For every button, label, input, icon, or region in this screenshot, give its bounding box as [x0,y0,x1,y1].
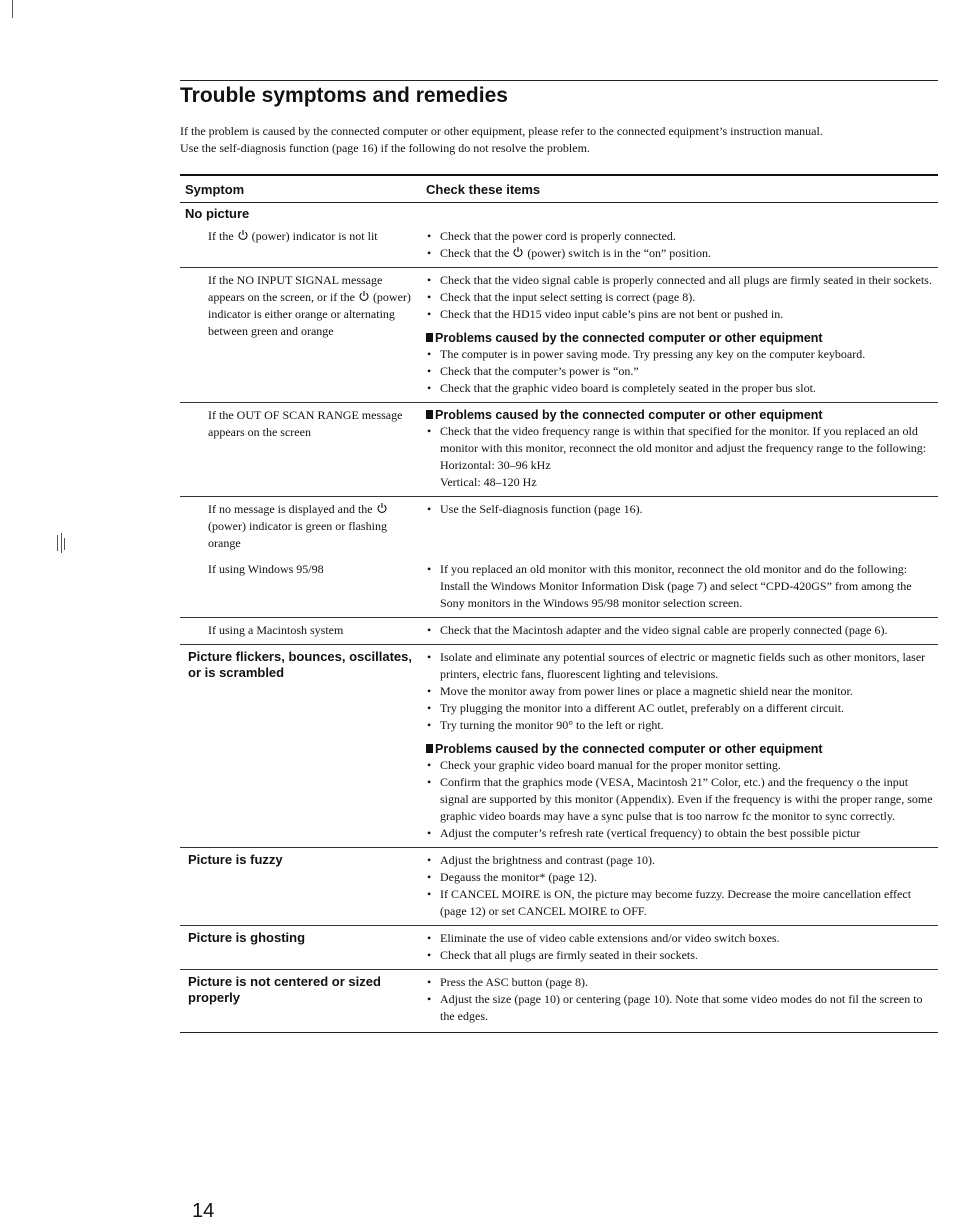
check-item: • If CANCEL MOIRE is ON, the picture may become fuzzy. Decrease the moire cancellation effect (page 12) or set CANCEL MOIRE to OFF. [426,886,938,920]
check-item: • Check that the video frequency range is within that specified for the monitor. If you replaced an old monitor with this monitor, reconnect the old monitor and adjust the frequency range to the following: [426,423,938,457]
table-row [180,403,938,497]
square-bullet-icon [426,410,433,419]
check-item-text: (power) switch is in the “on” position. [527,246,711,260]
check-cell [426,501,938,552]
table-header [180,176,938,203]
check-item: • If you replaced an old monitor with this monitor, reconnect the old monitor and do the following: Install the Windows Monitor Information Disk (page 7) and select “CPD-420GS” from among the Sony monitors in the Windows 95/98 monitor selection screen. [426,561,938,612]
check-item: • Check that the Macintosh adapter and the video signal cable are properly connected (page 6). [426,622,938,639]
group-title-no-picture: No picture [185,206,250,221]
check-item: • Isolate and eliminate any potential sources of electric or magnetic fields such as other monitors, laser printers, electric fans, fluorescent lighting and televisions. [426,649,938,683]
power-icon [358,290,370,302]
symptom-text: If the NO INPUT SIGNAL message appears on the screen, or if the [208,273,383,304]
margin-mark-left [61,533,62,553]
check-item: • Check that the HD15 video input cable’s pins are not bent or pushed in. [426,306,938,323]
subheading [426,330,938,346]
subheading-text: Problems caused by the connected computer or other equipment [435,742,823,756]
table-row [180,848,938,926]
table-row [180,268,938,403]
check-item: • Check that the power cord is properly connected. [426,228,938,245]
symptom-cell [180,272,426,397]
margin-mark-left [57,535,58,551]
check-cell [426,930,938,964]
intro-line: If the problem is caused by the connected computer or other equipment, please refer to the connected equipment’s instruction manual. [180,124,823,138]
check-item: • Try turning the monitor 90° to the left or right. [426,717,938,734]
check-item: • Check your graphic video board manual for the proper monitor setting. [426,757,938,774]
symptom-cell: If the OUT OF SCAN RANGE message appears on the screen [208,408,403,439]
check-item: • Eliminate the use of video cable extensions and/or video switch boxes. [426,930,938,947]
table-row [180,926,938,970]
check-item: • Use the Self-diagnosis function (page 16). [426,501,938,518]
header-check: Check these items [426,181,541,197]
symptom-text: If no message is displayed and the [208,502,373,516]
table-row [180,497,938,557]
power-icon [512,246,524,258]
top-rule [180,80,938,81]
page-title: Trouble symptoms and remedies [180,84,508,107]
check-item: • Check that the computer’s power is “on.” [426,363,938,380]
symptom-cell: Picture is fuzzy [188,852,283,867]
check-item: • Adjust the size (page 10) or centering (page 10). Note that some video modes do not fil the screen to the edges. [426,991,938,1025]
check-cell [426,649,938,842]
margin-mark-top [12,0,13,18]
margin-mark-left [64,538,65,550]
check-item: • Check that the graphic video board is completely seated in the proper bus slot. [426,380,938,397]
symptom-cell: If using Windows 95/98 [208,562,324,576]
check-cell [426,407,938,491]
check-cell [426,272,938,397]
troubleshooting-table [180,174,938,1033]
intro-line: Use the self-diagnosis function (page 16) if the following do not resolve the problem. [180,141,590,155]
table-row [180,645,938,848]
check-item: • Move the monitor away from power lines or place a magnetic shield near the monitor. [426,683,938,700]
check-item: • Check that the video signal cable is properly connected and all plugs are firmly seated in their sockets. [426,272,938,289]
check-item: • Check that all plugs are firmly seated in their sockets. [426,947,938,964]
symptom-cell [180,228,426,262]
check-cell [426,974,938,1025]
frequency-vertical: Vertical: 48–120 Hz [440,475,537,489]
check-item: • Adjust the brightness and contrast (page 10). [426,852,938,869]
check-cell [426,852,938,920]
table-row [180,224,938,268]
table-end-rule [180,1032,938,1033]
symptom-cell: Picture is ghosting [188,930,306,945]
symptom-cell: Picture flickers, bounces, oscillates, or is scrambled [188,649,412,680]
subheading [426,407,938,423]
symptom-text: (power) indicator is green or flashing orange [208,519,387,550]
check-item: • Check that the input select setting is correct (page 8). [426,289,938,306]
frequency-horizontal: Horizontal: 30–96 kHz [440,458,551,472]
check-item: • Press the ASC button (page 8). [426,974,938,991]
intro [180,123,938,157]
check-cell [426,561,938,612]
symptom-cell [180,501,426,552]
subheading-text: Problems caused by the connected computer or other equipment [435,408,823,422]
subheading-text: Problems caused by the connected computer or other equipment [435,331,823,345]
square-bullet-icon [426,744,433,753]
symptom-cell: If using a Macintosh system [208,623,344,637]
check-cell [426,228,938,262]
page-number: 14 [192,1200,215,1222]
check-item: • Confirm that the graphics mode (VESA, Macintosh 21” Color, etc.) and the frequency o the input signal are supported by this monitor (Appendix). Even if the frequency is withi the proper range, some graphic video boards may have a sync pulse that is too narrow fc the monitor to sync correctly. [426,774,938,825]
header-symptom: Symptom [185,181,245,197]
table-row [180,970,938,1030]
check-item: • Degauss the monitor* (page 12). [426,869,938,886]
symptom-text: (power) indicator is not lit [251,229,378,243]
table-row [180,618,938,645]
square-bullet-icon [426,333,433,342]
check-item-text: Check that the [440,246,510,260]
table-row [180,557,938,618]
check-item: • Adjust the computer’s refresh rate (vertical frequency) to obtain the best possible pictur [426,825,938,842]
check-item [426,245,938,262]
power-icon [237,229,249,241]
power-icon [376,502,388,514]
check-item: • Try plugging the monitor into a different AC outlet, preferably on a different circuit. [426,700,938,717]
symptom-text: If the [208,229,234,243]
symptom-text: (power) indicator is either orange or alternating between green and orange [208,290,411,338]
subheading [426,741,938,757]
check-item: • The computer is in power saving mode. Try pressing any key on the computer keyboard. [426,346,938,363]
check-cell [426,622,938,639]
symptom-cell: Picture is not centered or sized properly [188,974,381,1005]
